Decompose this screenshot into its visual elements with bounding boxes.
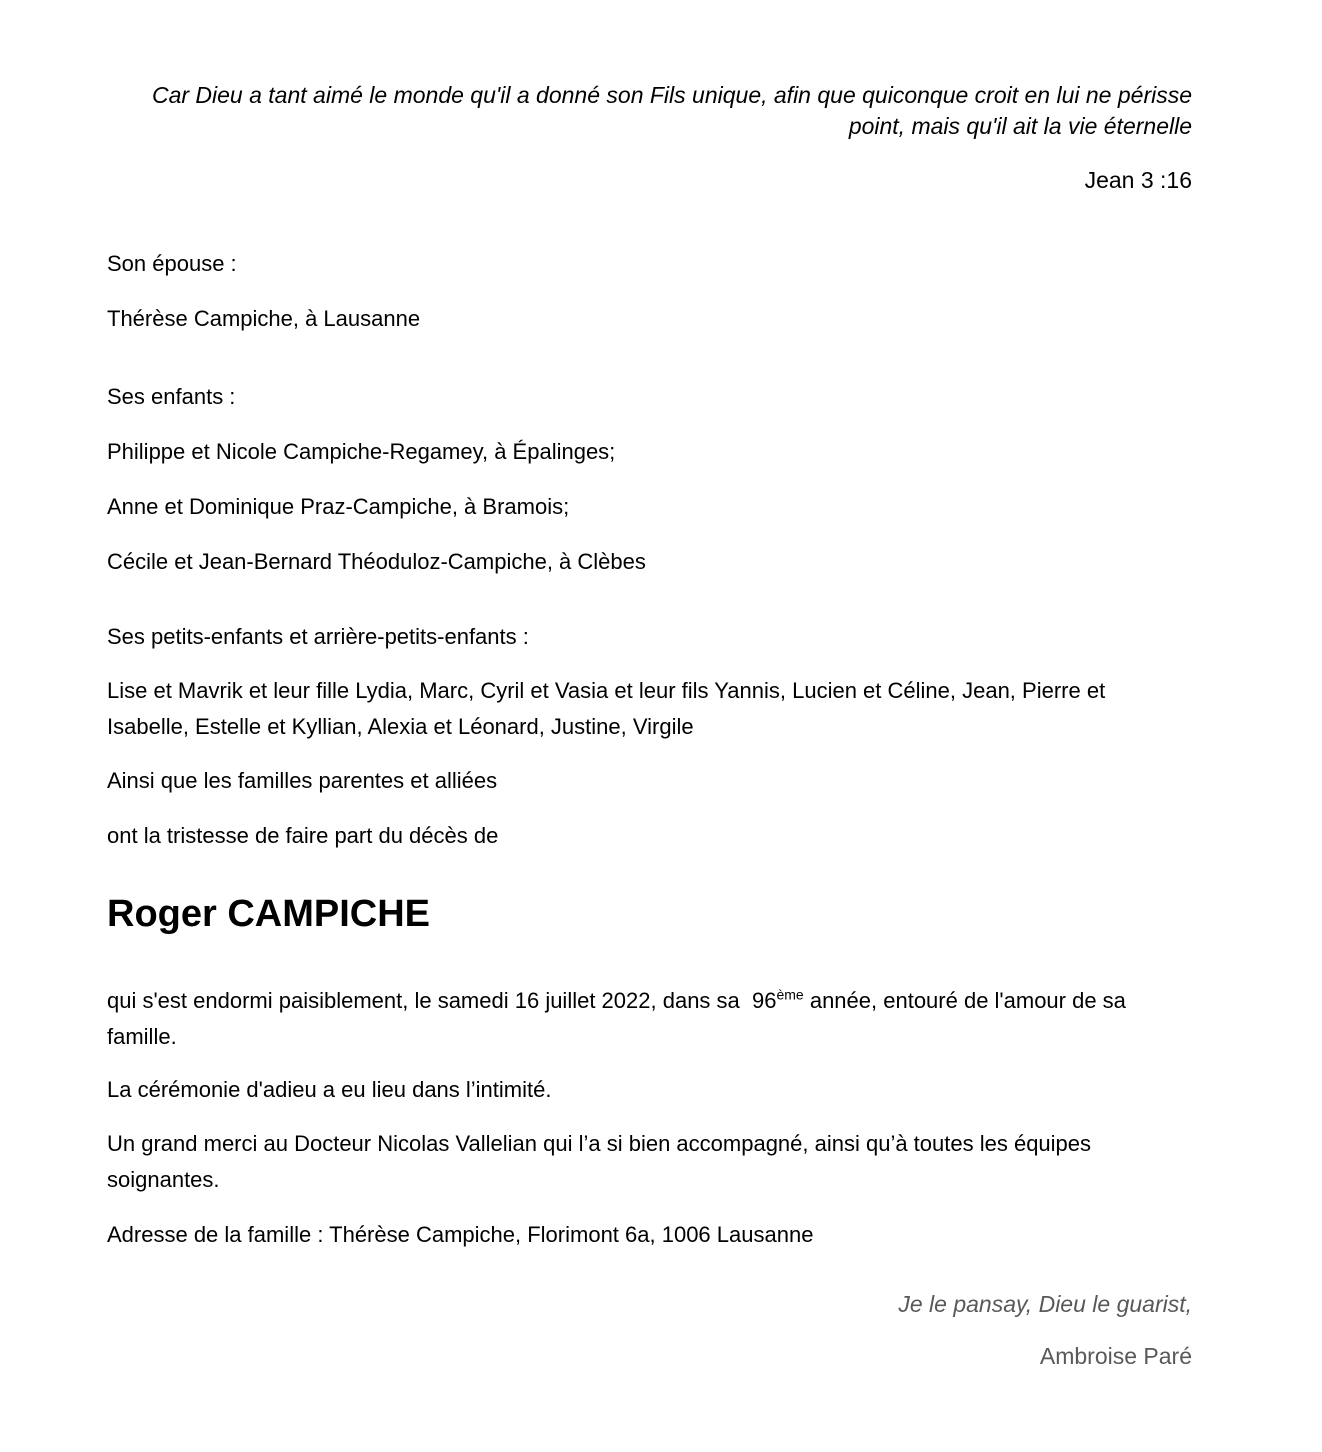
spouse-name: Thérèse Campiche, à Lausanne xyxy=(107,306,421,331)
closing-quote: Je le pansay, Dieu le guarist, xyxy=(898,1291,1192,1317)
children-section-label: Ses enfants : xyxy=(107,384,236,409)
announcement-line: ont la tristesse de faire part du décès de xyxy=(107,823,499,848)
ordinal-superscript: ème xyxy=(776,986,804,1003)
child-item: Cécile et Jean-Bernard Théoduloz-Campiche, à Clèbes xyxy=(107,549,646,574)
thanks-line: Un grand merci au Docteur Nicolas Vallelian qui l’a si bien accompagné, ainsi qu’à toutes les équipes soignantes. xyxy=(107,1131,1092,1192)
ceremony-line: La cérémonie d'adieu a eu lieu dans l’intimité. xyxy=(107,1077,552,1102)
grandchildren-section-label: Ses petits-enfants et arrière-petits-enfants : xyxy=(107,624,529,649)
child-item: Philippe et Nicole Campiche-Regamey, à Épalinges; xyxy=(107,439,616,464)
families-line: Ainsi que les familles parentes et alliées xyxy=(107,768,498,793)
death-paragraph xyxy=(107,983,1192,1055)
scripture-quote: Car Dieu a tant aimé le monde qu'il a donné son Fils unique, afin que quiconque croit en lui ne périsse point, mais qu'il ait la vie éternelle xyxy=(151,82,1192,139)
scripture-reference: Jean 3 :16 xyxy=(1084,167,1192,193)
death-paragraph-text: qui s'est endormi paisiblement, le samedi 16 juillet 2022, dans sa 96 xyxy=(107,988,777,1013)
child-item: Anne et Dominique Praz-Campiche, à Bramois; xyxy=(107,494,570,519)
death-paragraph-text-continued: année, entouré de l'amour de sa famille. xyxy=(107,988,1133,1049)
family-address-line: Adresse de la famille : Thérèse Campiche, Florimont 6a, 1006 Lausanne xyxy=(107,1222,814,1247)
deceased-name-title: Roger CAMPICHE xyxy=(107,893,431,935)
closing-quote-author: Ambroise Paré xyxy=(1039,1343,1192,1369)
spouse-section-label: Son épouse : xyxy=(107,251,237,276)
grandchildren-names: Lise et Mavrik et leur fille Lydia, Marc, Cyril et Vasia et leur fils Yannis, Lucien et Céline, Jean, Pierre et Isabelle, Estelle et Kyllian, Alexia et Léonard, Justine, Virgile xyxy=(107,678,1106,739)
